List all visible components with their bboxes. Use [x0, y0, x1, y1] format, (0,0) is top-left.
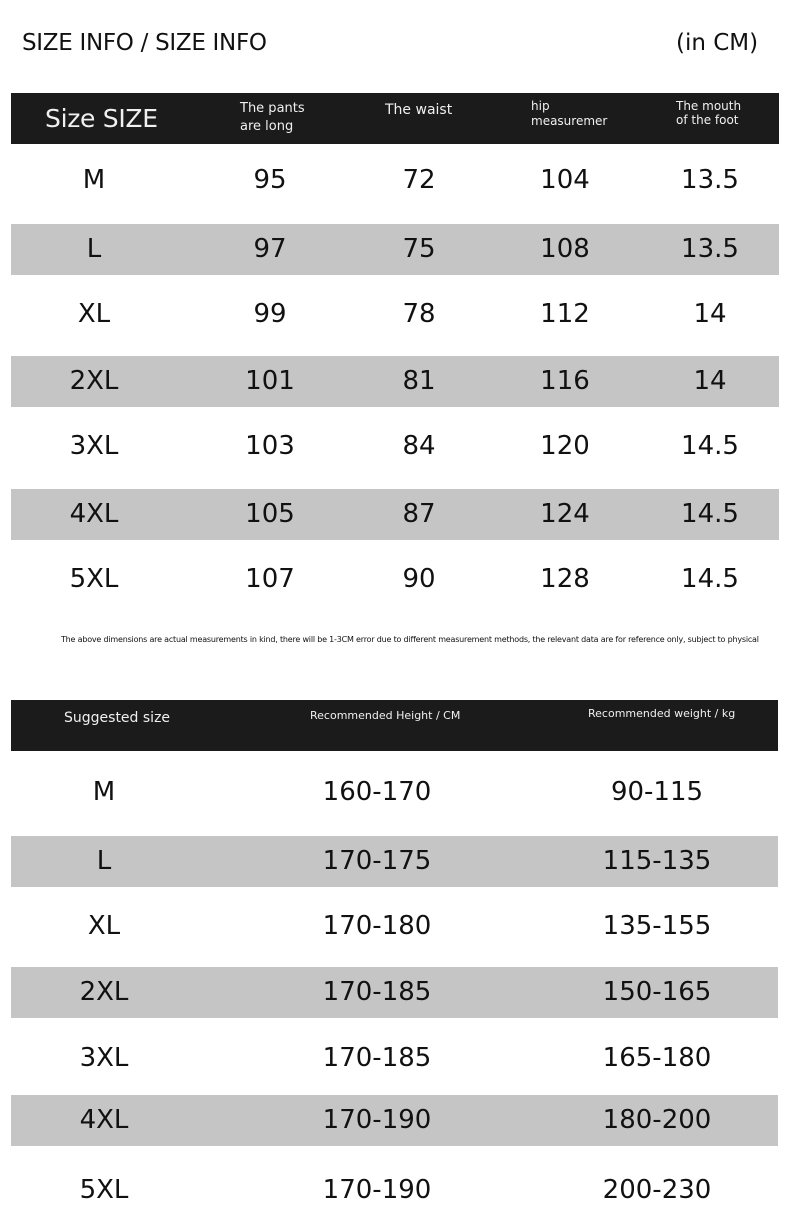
table-cell: 97 [253, 234, 287, 264]
table-row [11, 901, 778, 952]
table-row [11, 1095, 778, 1146]
column-header-hip: hip measuremer [531, 99, 608, 128]
column-header-size: Size SIZE [45, 104, 158, 133]
table-cell: 81 [402, 366, 436, 396]
table-cell: 170-190 [322, 1175, 432, 1205]
column-header-pants-length: The pants are long [240, 101, 305, 134]
table-row [11, 421, 779, 472]
table-cell: 95 [253, 165, 287, 195]
table-cell: 75 [402, 234, 436, 264]
table-row [11, 836, 778, 887]
table-cell: 150-165 [602, 977, 712, 1007]
table-cell: 170-185 [322, 1043, 432, 1073]
table-cell: XL [77, 299, 111, 329]
column-header-foot-mouth: The mouth of the foot [676, 99, 742, 127]
table-cell: 2XL [79, 977, 129, 1007]
size-table-header [11, 93, 779, 144]
table-cell: 200-230 [602, 1175, 712, 1205]
table-cell: 90-115 [610, 777, 704, 807]
table-row [11, 356, 779, 407]
table-cell: 170-190 [322, 1105, 432, 1135]
table-cell: 112 [540, 299, 590, 329]
table-cell: 104 [540, 165, 590, 195]
table-row [11, 1033, 778, 1084]
table-cell: 14.5 [681, 499, 739, 529]
table-cell: 90 [402, 564, 436, 594]
table-cell: 160-170 [322, 777, 432, 807]
table-cell: 99 [253, 299, 287, 329]
table-cell: 14 [693, 299, 727, 329]
table-cell: 4XL [69, 499, 119, 529]
table-cell: XL [87, 911, 121, 941]
table-cell: L [86, 234, 102, 264]
table-cell: 101 [245, 366, 295, 396]
column-header-height: Recommended Height / CM [310, 709, 461, 722]
table-cell: 124 [540, 499, 590, 529]
table-cell: 13.5 [681, 165, 739, 195]
table-cell: 84 [402, 431, 436, 461]
table-cell: M [82, 165, 106, 195]
table-cell: 115-135 [602, 846, 712, 876]
table-cell: 103 [245, 431, 295, 461]
table-cell: 78 [402, 299, 436, 329]
suggest-table-header [11, 700, 778, 751]
column-header-weight: Recommended weight / kg [588, 707, 736, 720]
table-cell: 5XL [69, 564, 119, 594]
table-cell: 170-180 [322, 911, 432, 941]
table-cell: 165-180 [602, 1043, 712, 1073]
table-cell: 87 [402, 499, 436, 529]
table-cell: 105 [245, 499, 295, 529]
table-cell: 14.5 [681, 564, 739, 594]
table-row [11, 224, 779, 275]
table-cell: 128 [540, 564, 590, 594]
table-cell: 135-155 [602, 911, 712, 941]
table-cell: 170-185 [322, 977, 432, 1007]
table-cell: 2XL [69, 366, 119, 396]
measurement-note: The above dimensions are actual measurements in kind, there will be 1-3CM error due to different measurement methods, the relevant data are for reference only, subject to physical [61, 635, 759, 644]
table-cell: 107 [245, 564, 295, 594]
table-cell: 116 [540, 366, 590, 396]
table-row [11, 967, 778, 1018]
table-row [11, 767, 778, 818]
table-cell: 13.5 [681, 234, 739, 264]
table-cell: 5XL [79, 1175, 129, 1205]
table-row [11, 1165, 778, 1216]
page-title: SIZE INFO / SIZE INFO [22, 30, 267, 56]
table-cell: 3XL [69, 431, 119, 461]
table-row [11, 554, 779, 605]
table-cell: 14.5 [681, 431, 739, 461]
column-header-suggested-size: Suggested size [64, 710, 171, 726]
table-row [11, 489, 779, 540]
column-header-waist: The waist [385, 102, 453, 118]
table-cell: 72 [402, 165, 436, 195]
table-cell: M [92, 777, 116, 807]
table-cell: 108 [540, 234, 590, 264]
table-cell: 170-175 [322, 846, 432, 876]
table-cell: 4XL [79, 1105, 129, 1135]
table-row [11, 289, 779, 340]
table-cell: 180-200 [602, 1105, 712, 1135]
table-cell: 3XL [79, 1043, 129, 1073]
table-cell: 14 [693, 366, 727, 396]
table-cell: L [96, 846, 112, 876]
unit-label: (in CM) [676, 30, 759, 56]
table-row [11, 155, 779, 206]
table-cell: 120 [540, 431, 590, 461]
